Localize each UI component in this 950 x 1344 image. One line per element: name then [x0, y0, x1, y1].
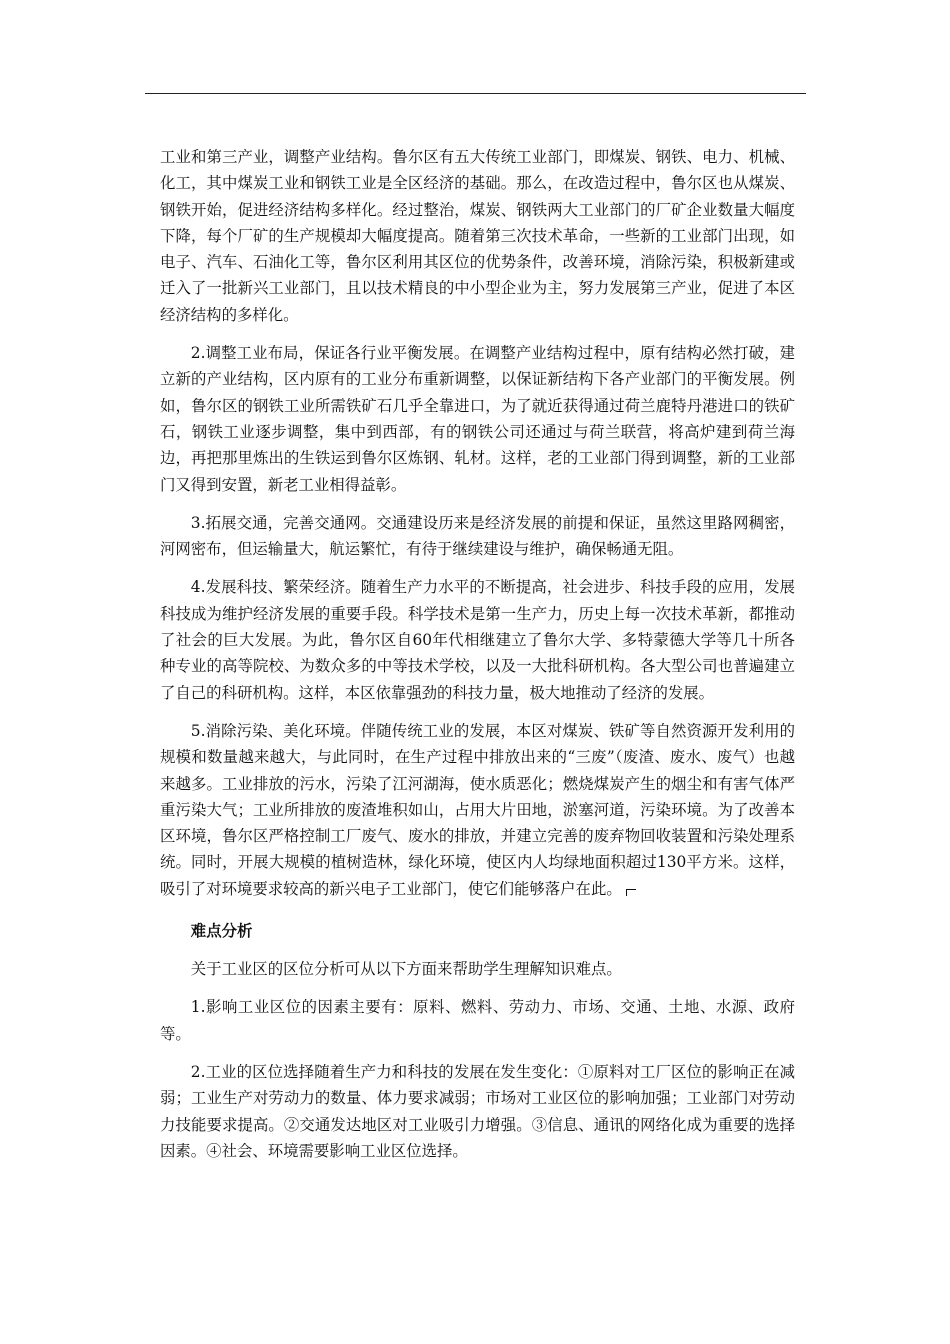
section-heading: 难点分析 — [190, 922, 253, 941]
paragraph-environment — [160, 718, 795, 902]
paragraph-location-factors: 1.影响工业区位的因素主要有：原料、燃料、劳动力、市场、交通、土地、水源、政府等。 — [160, 998, 795, 1043]
paragraph-intro: 关于工业区的区位分析可从以下方面来帮助学生理解知识难点。 — [190, 960, 622, 979]
paragraph-end-mark — [626, 889, 636, 896]
paragraph-industry-structure: 工业和第三产业，调整产业结构。鲁尔区有五大传统工业部门，即煤炭、钢铁、电力、机械、化工，其中煤炭工业和钢铁工业是全区经济的基础。那么，在改造过程中，鲁尔区也从煤炭、钢铁开始，促进经济结构多样化。经过整治，煤炭、钢铁两大工业部门的厂矿企业数量大幅度下降，每个厂矿的生产规模却大幅度提高。随着第三次技术革命，一些新的工业部门出现，如电子、汽车、石油化工等，鲁尔区利用其区位的优势条件，改善环境，消除污染，积极新建或迁入了一批新兴工业部门，且以技术精良的中小型企业为主，努力发展第三产业，促进了本区经济结构的多样化。 — [160, 148, 795, 324]
paragraph-environment-text: 5.消除污染、美化环境。伴随传统工业的发展，本区对煤炭、铁矿等自然资源开发利用的规模和数量越来越大，与此同时，在生产过程中排放出来的“三废”（废渣、废水、废气）也越来越多。工业排放的污水，污染了江河湖海，使水质恶化；燃烧煤炭产生的烟尘和有害气体严重污染大气；工业所排放的废渣堆积如山，占用大片田地，淤塞河道，污染环境。为了改善本区环境，鲁尔区严格控制工厂废气、废水的排放，并建立完善的废弃物回收装置和污染处理系统。同时，开展大规模的植树造林，绿化环境，使区内人均绿地面积超过130平方米。这样，吸引了对环境要求较高的新兴电子工业部门，使它们能够落户在此。 — [160, 721, 795, 898]
paragraph-technology: 4.发展科技、繁荣经济。随着生产力水平的不断提高，社会进步、科技手段的应用，发展科技成为维护经济发展的重要手段。科学技术是第一生产力，历史上每一次技术革新，都推动了社会的巨大发展。为此，鲁尔区自60年代相继建立了鲁尔大学、多特蒙德大学等几十所各种专业的高等院校、为数众多的中等技术学校，以及一大批科研机构。各大型公司也普遍建立了自己的科研机构。这样，本区依靠强劲的科技力量，极大地推动了经济的发展。 — [160, 578, 795, 702]
paragraph-transport: 3.拓展交通，完善交通网。交通建设历来是经济发展的前提和保证，虽然这里路网稠密，河网密布，但运输量大，航运繁忙，有待于继续建设与维护，确保畅通无阻。 — [160, 513, 795, 559]
document-body — [160, 144, 795, 1176]
paragraph-location-changes: 2.工业的区位选择随着生产力和科技的发展在发生变化：①原料对工厂区位的影响正在减弱；工业生产对劳动力的数量、体力要求减弱；市场对工业区位的影响加强；工业部门对劳动力技能要求提高。②交通发达地区对工业吸引力增强。③信息、通讯的网络化成为重要的选择因素。④社会、环境需要影响工业区位选择。 — [160, 1062, 795, 1160]
paragraph-adjust-layout: 2.调整工业布局，保证各行业平衡发展。在调整产业结构过程中，原有结构必然打破，建立新的产业结构，区内原有的工业分布重新调整，以保证新结构下各产业部门的平衡发展。例如，鲁尔区的钢铁工业所需铁矿石几乎全靠进口，为了就近获得通过荷兰鹿特丹港进口的铁矿石，钢铁工业逐步调整，集中到西部，有的钢铁公司还通过与荷兰联营，将高炉建到荷兰海边，再把那里炼出的生铁运到鲁尔区炼钢、轧材。这样，老的工业部门得到调整，新的工业部门又得到安置，新老工业相得益彰。 — [160, 344, 795, 494]
header-rule — [145, 93, 806, 94]
